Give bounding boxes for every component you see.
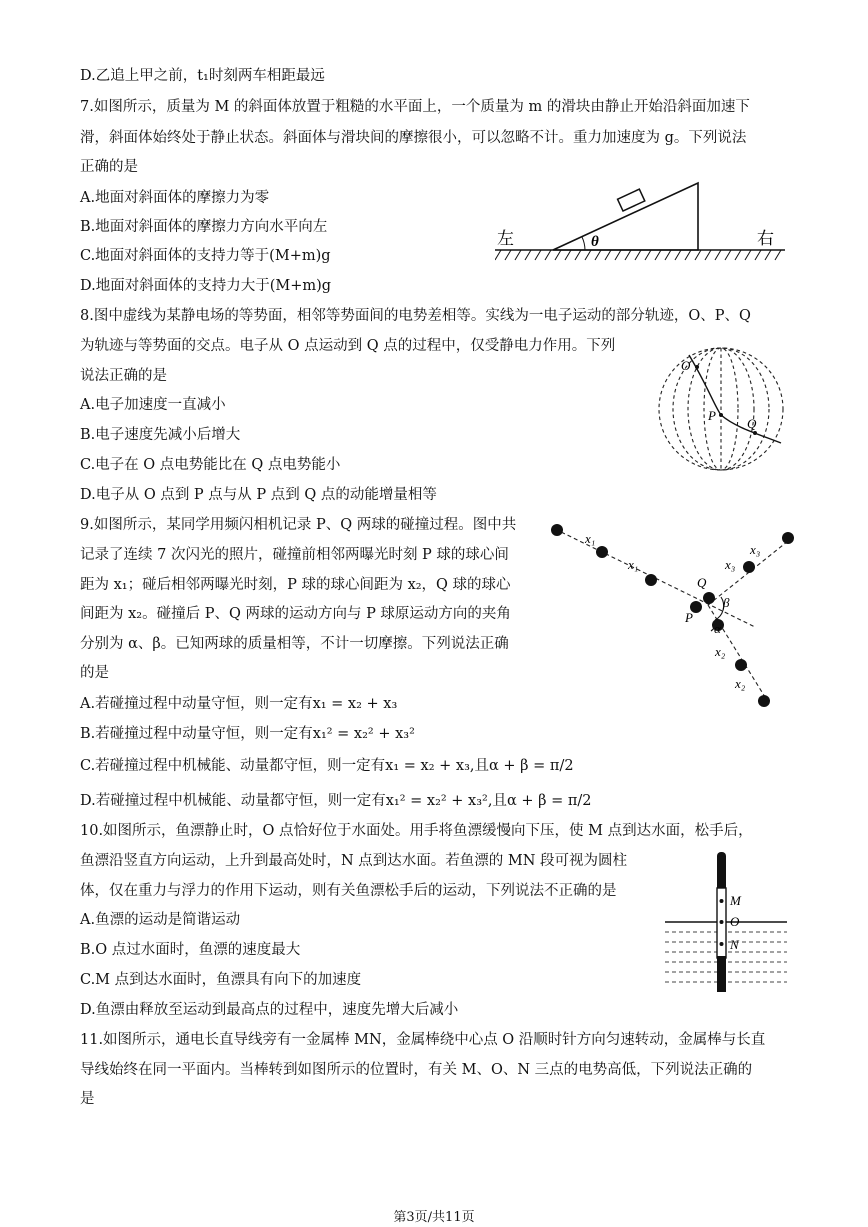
label-o: O bbox=[681, 358, 691, 373]
q6-option-d: D.乙追上甲之前，t₁时刻两车相距最远 bbox=[80, 68, 325, 84]
ground-hatching bbox=[495, 250, 781, 260]
q7-stem-3: 正确的是 bbox=[80, 159, 138, 175]
q7-stem-1: 7.如图所示，质量为 M 的斜面体放置于粗糙的水平面上，一个质量为 m 的滑块由静止开始沿斜面加速下 bbox=[80, 99, 750, 115]
point-p bbox=[719, 413, 723, 417]
angle-arc bbox=[582, 237, 585, 250]
q9-option-d: D.若碰撞过程中机械能、动量都守恒，则一定有x₁² = x₂² + x₃²,且α + β = π/2 bbox=[80, 793, 592, 809]
left-label: 左 bbox=[497, 229, 514, 249]
page-footer: 第3页/共11页 bbox=[393, 1210, 475, 1225]
label-o: O bbox=[730, 914, 740, 929]
collision-figure bbox=[545, 515, 800, 715]
q9-stem-3: 距为 x₁；碰后相邻两曝光时刻，P 球的球心间距为 x₂，Q 球的球心 bbox=[80, 577, 511, 593]
q9-stem-6: 的是 bbox=[80, 665, 109, 681]
q9-option-a: A.若碰撞过程中动量守恒，则一定有x₁ = x₂ + x₃ bbox=[80, 696, 398, 712]
label-x1-a: x₁ bbox=[585, 531, 596, 546]
q11-stem-1: 11.如图所示，通电长直导线旁有一金属棒 MN，金属棒绕中心点 O 沿顺时针方向匀速转动，金属棒与长直 bbox=[80, 1032, 766, 1048]
q10-option-d: D.鱼漂由释放至运动到最高点的过程中，速度先增大后减小 bbox=[80, 1002, 459, 1018]
q9-stem-2: 记录了连续 7 次闪光的照片，碰撞前相邻两曝光时刻 P 球的球心间 bbox=[80, 547, 509, 563]
label-alpha: α bbox=[714, 621, 721, 636]
float-top bbox=[717, 852, 726, 892]
label-x2-a: x₂ bbox=[715, 644, 726, 659]
q7-option-c: C.地面对斜面体的支持力等于(M+m)g bbox=[80, 248, 331, 264]
incline-figure bbox=[495, 178, 790, 268]
incline-body bbox=[553, 183, 698, 250]
q7-option-d: D.地面对斜面体的支持力大于(M+m)g bbox=[80, 278, 332, 294]
q10-option-c: C.M 点到达水面时，鱼漂具有向下的加速度 bbox=[80, 972, 362, 988]
q10-option-a: A.鱼漂的运动是简谐运动 bbox=[80, 912, 241, 928]
q10-stem-1: 10.如图所示，鱼漂静止时，O 点恰好位于水面处。用手将鱼漂缓慢向下压，使 M 点到达水面，松手后， bbox=[80, 823, 753, 839]
label-q: Q bbox=[697, 575, 707, 590]
q11-stem-2: 导线始终在同一平面内。当棒转到如图所示的位置时，有关 M、O、N 三点的电势高低，下列说法正确的 bbox=[80, 1062, 753, 1078]
equipotential-lines bbox=[659, 348, 783, 470]
q7-stem-2: 滑，斜面体始终处于静止状态。斜面体与滑块间的摩擦很小，可以忽略不计。重力加速度为 g。下列说法 bbox=[80, 130, 747, 146]
label-x2-b: x₂ bbox=[735, 676, 746, 691]
label-q: Q bbox=[747, 416, 757, 431]
label-p: P bbox=[708, 408, 716, 423]
q8-stem-2: 为轨迹与等势面的交点。电子从 O 点运动到 Q 点的过程中，仅受静电力作用。下列 bbox=[80, 338, 616, 354]
fishing-float-figure bbox=[662, 848, 790, 998]
q9-stem-1: 9.如图所示，某同学用频闪相机记录 P、Q 两球的碰撞过程。图中共 bbox=[80, 517, 517, 533]
label-m: M bbox=[730, 893, 741, 908]
point-q bbox=[753, 431, 757, 435]
q8-option-c: C.电子在 O 点电势能比在 Q 点电势能小 bbox=[80, 457, 341, 473]
q9-stem-5: 分别为 α、β。已知两球的质量相等，不计一切摩擦。下列说法正确 bbox=[80, 636, 509, 652]
q7-option-a: A.地面对斜面体的摩擦力为零 bbox=[80, 190, 270, 206]
theta-label: θ bbox=[591, 234, 599, 250]
q9-stem-4: 间距为 x₂。碰撞后 P、Q 两球的运动方向与 P 球原运动方向的夹角 bbox=[80, 606, 511, 622]
q8-option-a: A.电子加速度一直减小 bbox=[80, 397, 226, 413]
q9-option-b: B.若碰撞过程中动量守恒，则一定有x₁² = x₂² + x₃² bbox=[80, 726, 415, 742]
label-n: N bbox=[730, 937, 739, 952]
q8-stem-1: 8.图中虚线为某静电场的等势面，相邻等势面间的电势差相等。实线为一电子运动的部分轨迹，O、P、Q bbox=[80, 308, 751, 324]
q10-stem-3: 体，仅在重力与浮力的作用下运动，则有关鱼漂松手后的运动，下列说法不正确的是 bbox=[80, 883, 617, 899]
equipotential-figure bbox=[655, 345, 787, 475]
float-bottom bbox=[717, 956, 726, 992]
point-m bbox=[720, 899, 724, 903]
label-x3-a: x₃ bbox=[750, 542, 761, 557]
point-n bbox=[720, 942, 724, 946]
label-x1-b: x₁ bbox=[628, 557, 639, 572]
q8-stem-3: 说法正确的是 bbox=[80, 368, 167, 384]
point-o bbox=[695, 365, 699, 369]
slider-block bbox=[618, 189, 645, 211]
q9-option-c: C.若碰撞过程中机械能、动量都守恒，则一定有x₁ = x₂ + x₃,且α + β = π/2 bbox=[80, 758, 574, 774]
label-beta: β bbox=[723, 595, 730, 610]
q8-option-b: B.电子速度先减小后增大 bbox=[80, 427, 241, 443]
q10-stem-2: 鱼漂沿竖直方向运动，上升到最高处时，N 点到达水面。若鱼漂的 MN 段可视为圆柱 bbox=[80, 853, 628, 869]
point-o bbox=[720, 920, 724, 924]
right-label: 右 bbox=[757, 229, 774, 249]
q10-option-b: B.O 点过水面时，鱼漂的速度最大 bbox=[80, 942, 301, 958]
q7-option-b: B.地面对斜面体的摩擦力方向水平向左 bbox=[80, 219, 328, 235]
q11-stem-3: 是 bbox=[80, 1091, 95, 1107]
label-x3-b: x₃ bbox=[725, 557, 736, 572]
q8-option-d: D.电子从 O 点到 P 点与从 P 点到 Q 点的动能增量相等 bbox=[80, 487, 437, 503]
label-p: P bbox=[685, 610, 693, 625]
